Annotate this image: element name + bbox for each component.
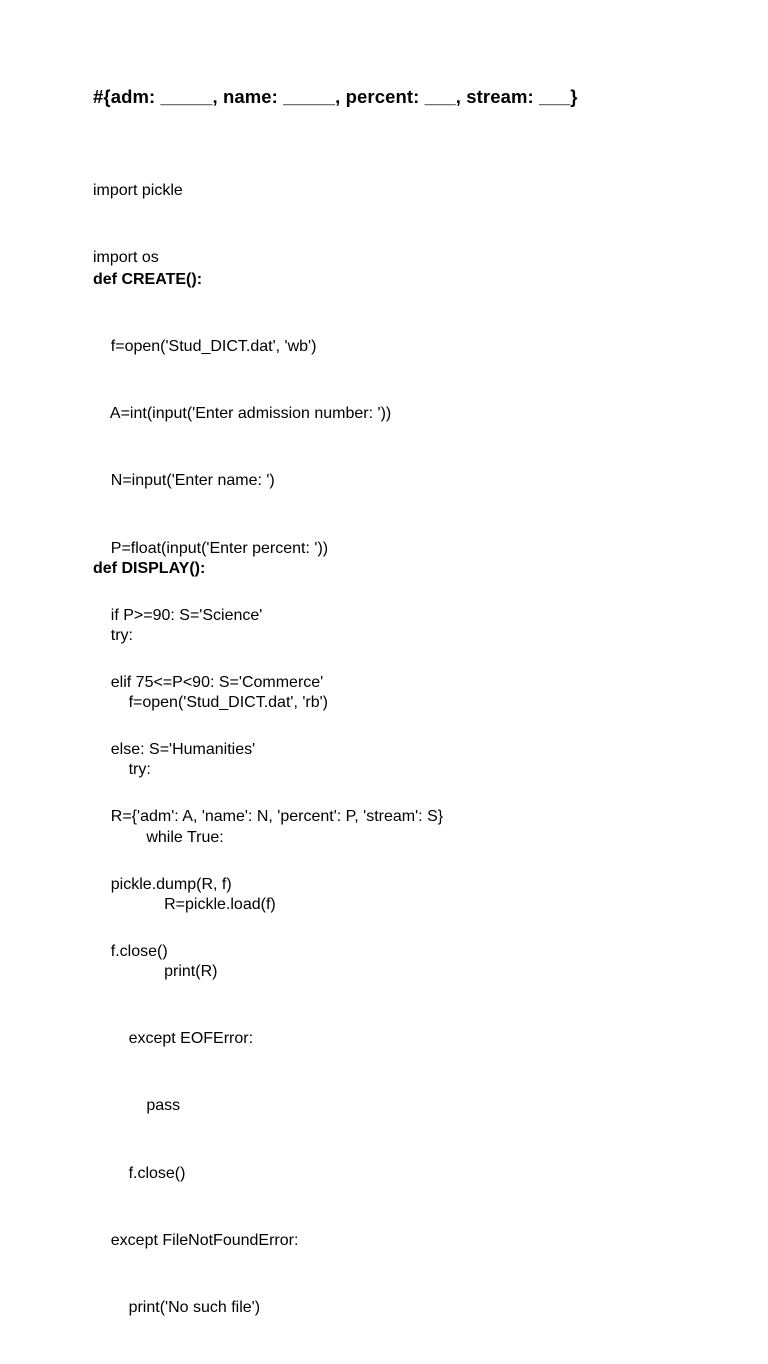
create-def-line: def CREATE():: [93, 270, 203, 288]
record-format-comment: #{adm: _____, name: _____, percent: ___, stream: ___}: [93, 86, 578, 107]
code-line: try:: [93, 761, 151, 779]
code-line: while True:: [93, 828, 224, 846]
import-line: import os: [93, 249, 159, 267]
code-line: A=int(input('Enter admission number: ')): [93, 405, 392, 423]
code-line: try:: [93, 627, 133, 645]
import-line: import pickle: [93, 181, 183, 199]
code-line: elif 75<=P<90: S='Commerce': [93, 674, 324, 692]
code-line: print(R): [93, 963, 218, 981]
code-line: except EOFError:: [93, 1030, 254, 1048]
code-line: R=pickle.load(f): [93, 895, 276, 913]
code-line: P=float(input('Enter percent: ')): [93, 539, 329, 557]
code-line: f=open('Stud_DICT.dat', 'rb'): [93, 694, 328, 712]
code-line: except FileNotFoundError:: [93, 1231, 299, 1249]
code-line: pickle.dump(R, f): [93, 875, 232, 893]
code-line: f.close(): [93, 942, 168, 960]
code-line: f=open('Stud_DICT.dat', 'wb'): [93, 338, 317, 356]
code-line: N=input('Enter name: '): [93, 472, 275, 490]
code-line: f.close(): [93, 1164, 186, 1182]
display-function-block: [93, 513, 328, 1364]
code-line: pass: [93, 1097, 181, 1115]
code-line: print('No such file'): [93, 1299, 261, 1317]
code-line: else: S='Humanities': [93, 741, 256, 759]
code-line: R={'adm': A, 'name': N, 'percent': P, 'stream': S}: [93, 808, 444, 826]
display-def-line: def DISPLAY():: [93, 559, 206, 577]
code-line: if P>=90: S='Science': [93, 606, 263, 624]
